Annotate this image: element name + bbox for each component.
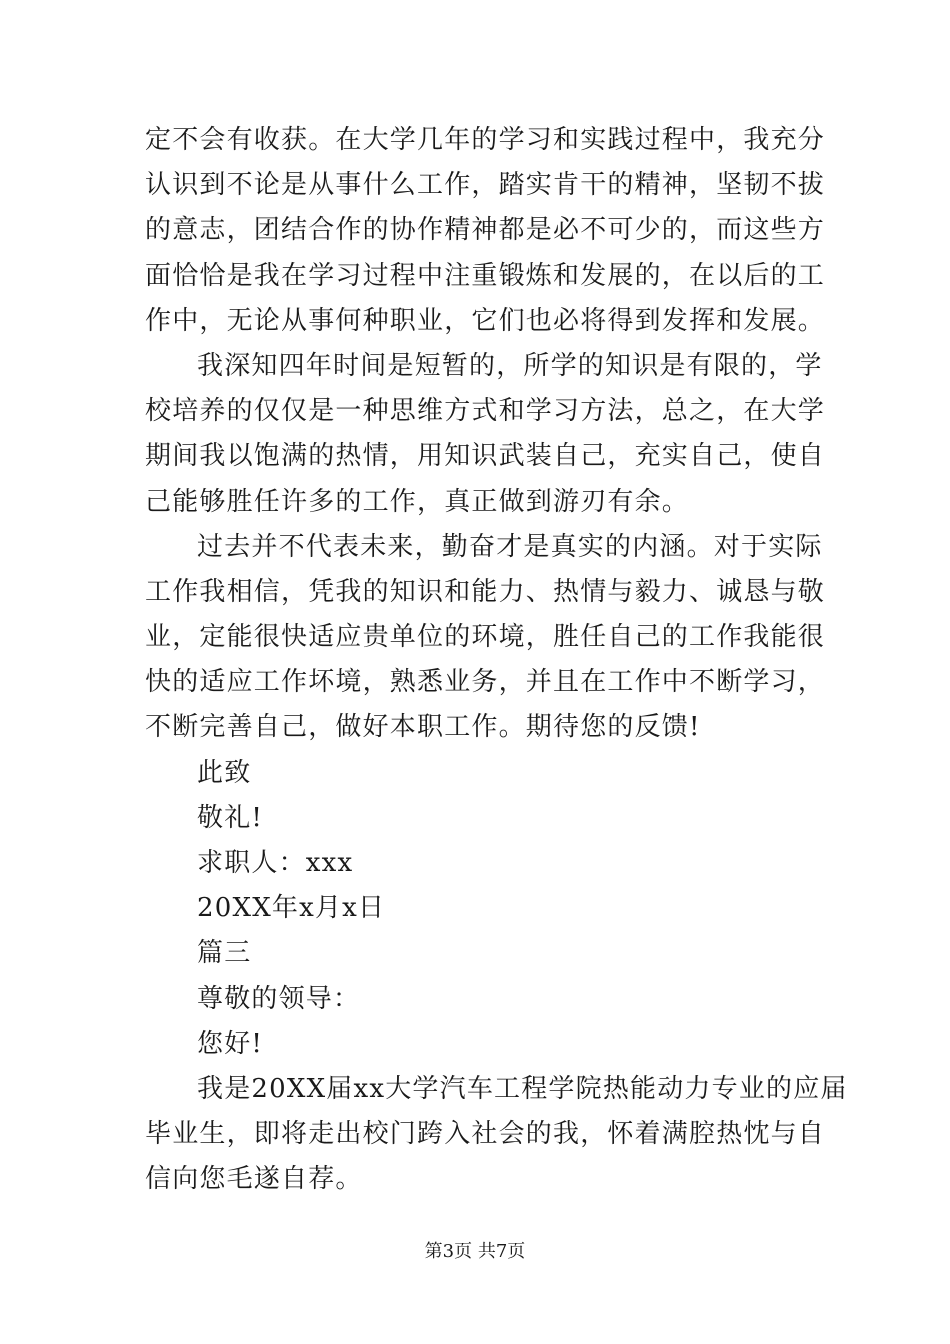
paragraph: [145, 886, 805, 931]
text-line: 定不会有收获。在大学几年的学习和实践过程中，我充分: [145, 125, 826, 155]
page-footer: 第3页 共7页: [424, 1241, 526, 1262]
text-line: 求职人：xxx: [197, 848, 354, 878]
paragraph: [145, 977, 805, 1022]
text-line: 尊敬的领导：: [197, 983, 361, 1014]
text-line: 的意志，团结合作的协作精神都是必不可少的，而这些方: [145, 215, 826, 246]
text-line: 敬礼!: [197, 802, 264, 833]
text-line: 毕业生，即将走出校门跨入社会的我，怀着满腔热忱与自: [145, 1119, 826, 1150]
text-line: 快的适应工作坏境，熟悉业务，并且在工作中不断学习，: [145, 667, 826, 698]
paragraph: [145, 796, 805, 841]
text-line: 篇三: [197, 938, 252, 969]
paragraph: [145, 525, 826, 751]
paragraph: [145, 841, 805, 886]
text-line: 信向您毛遂自荐。: [145, 1164, 363, 1195]
document-body: [145, 118, 848, 1203]
text-line: 认识到不论是从事什么工作，踏实肯干的精神，坚韧不拔: [145, 170, 826, 201]
text-line: 我是20XX届xx大学汽车工程学院热能动力专业的应届: [197, 1073, 848, 1104]
paragraph: [145, 931, 805, 976]
text-line: 过去并不代表未来，勤奋才是真实的内涵。对于实际: [197, 531, 823, 562]
text-line: 面恰恰是我在学习过程中注重锻炼和发展的，在以后的工: [145, 260, 826, 291]
text-line: 校培养的仅仅是一种思维方式和学习方法，总之，在大学: [145, 396, 826, 427]
text-line: 我深知四年时间是短暂的，所学的知识是有限的，学: [197, 350, 823, 381]
paragraph: [145, 118, 826, 344]
text-line: 作中，无论从事何种职业，它们也必将得到发挥和发展。: [145, 305, 826, 336]
paragraph: [145, 751, 805, 796]
paragraph: [145, 344, 826, 525]
text-line: 20XX年x月x日: [197, 893, 386, 924]
paragraph: [145, 1067, 848, 1203]
paragraph: [145, 1022, 805, 1067]
text-line: 己能够胜任许多的工作，真正做到游刃有余。: [145, 486, 690, 517]
text-line: 业，定能很快适应贵单位的环境，胜任自己的工作我能很: [145, 622, 826, 653]
text-line: 工作我相信，凭我的知识和能力、热情与毅力、诚恳与敬: [145, 576, 826, 607]
text-line: 不断完善自己，做好本职工作。期待您的反馈!: [145, 712, 701, 743]
text-line: 您好!: [197, 1028, 264, 1059]
text-line: 期间我以饱满的热情，用知识武装自己，充实自己，使自: [145, 441, 826, 472]
text-line: 此致: [197, 757, 252, 788]
